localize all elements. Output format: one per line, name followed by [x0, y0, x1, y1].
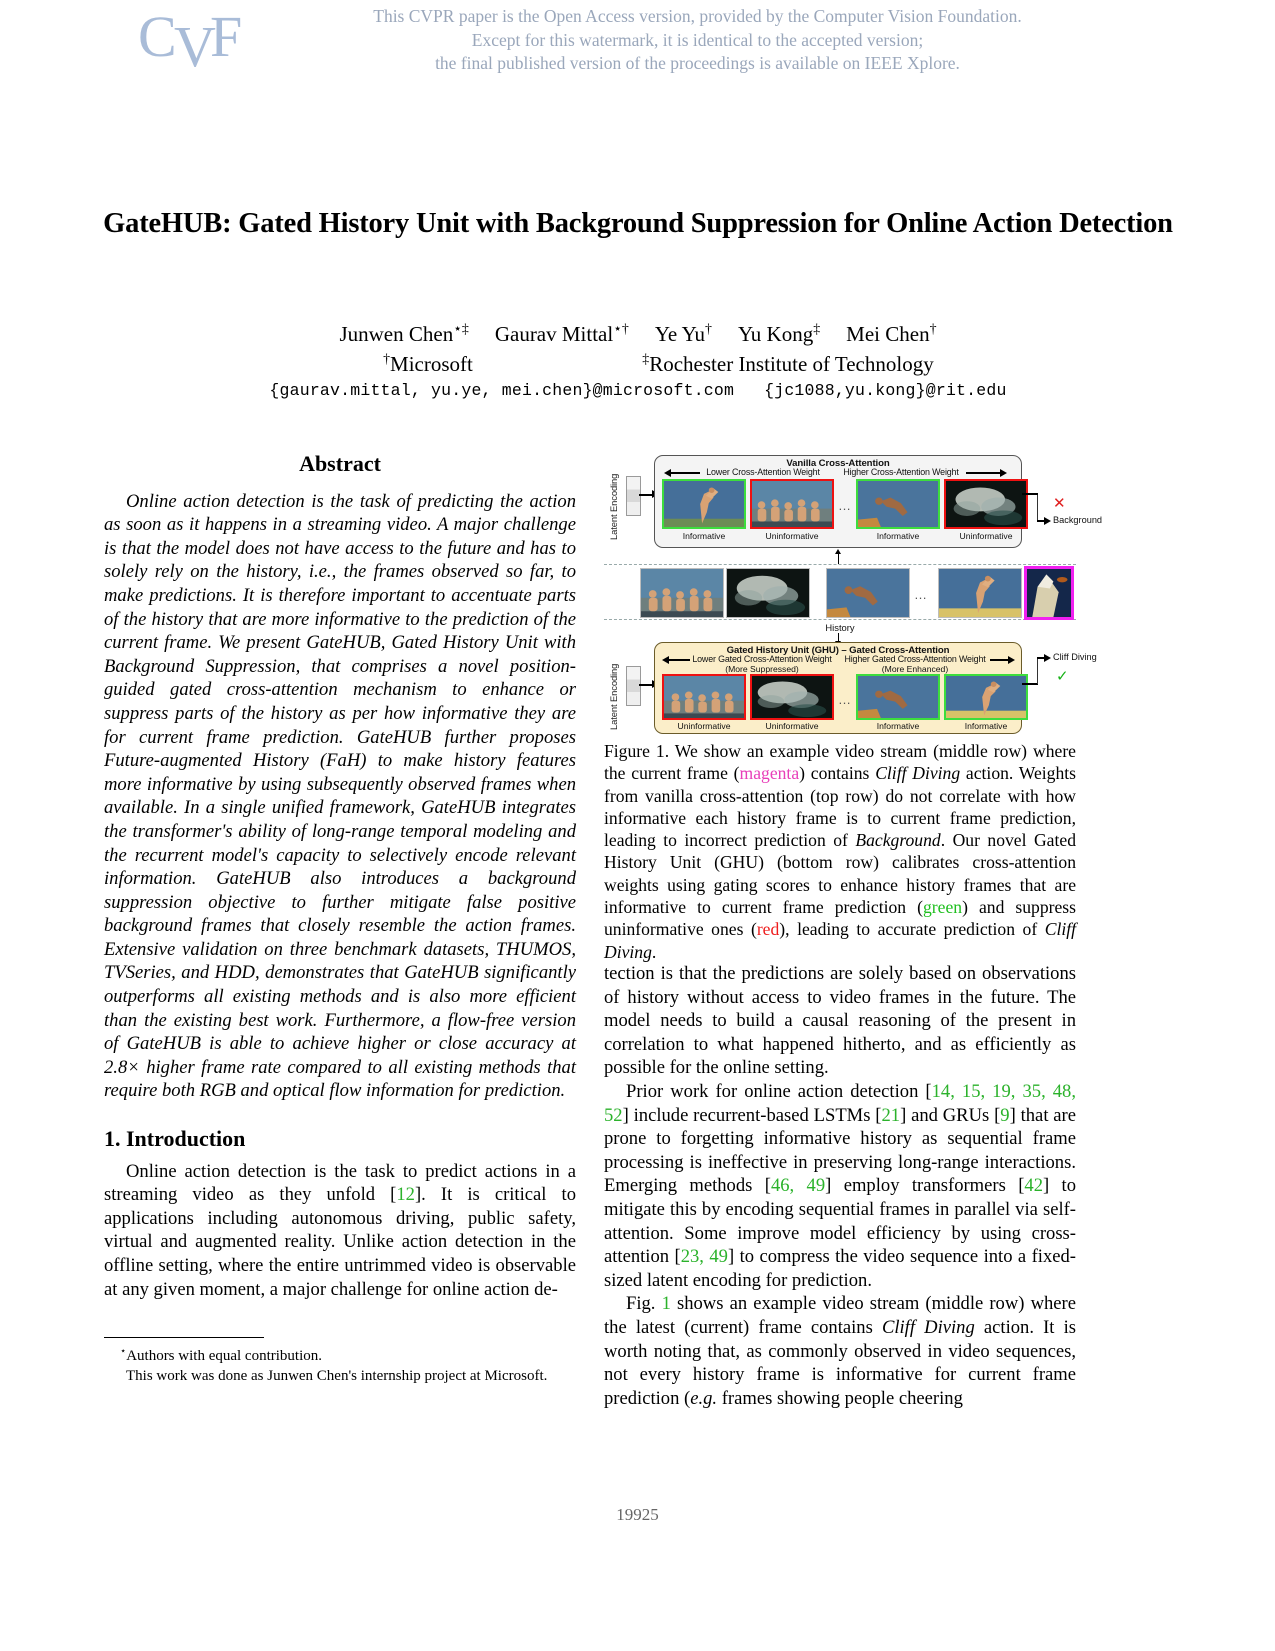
- vanilla-frame-caption-1: Uninformative: [765, 531, 819, 541]
- cvf-watermark-banner: [0, 0, 1275, 92]
- vanilla-frame-0-image: [664, 481, 744, 527]
- history-frame-current: [1024, 566, 1074, 620]
- history-frame-1: [726, 568, 810, 618]
- footnote-line-1: ⋆Authors with equal contribution.: [120, 1346, 322, 1364]
- caption-green-word: green: [922, 897, 963, 918]
- intro-paragraph-1-continued: tection is that the predictions are solely based on observations of history without access to video frames in the future. The model needs to build a causal reasoning of the present in correlation to what happened hitherto, and as efficiently as possible for the online setting.: [604, 963, 1076, 1079]
- watermark-line-2: Except for this watermark, it is identical to the accepted version;: [471, 29, 924, 50]
- history-row-ellipsis: …: [914, 587, 928, 602]
- ghu-latent-encoding-bar: [626, 666, 641, 706]
- watermark-text: [275, 5, 1120, 76]
- history-frame-2-image: [827, 569, 909, 617]
- ghu-higher-weight-label: Higher Gated Cross-Attention Weight: [844, 654, 986, 664]
- author-3: Yu Kong‡: [737, 321, 821, 346]
- vanilla-right-arrow-line: [966, 472, 1002, 474]
- citation-group-1[interactable]: 14, 15, 19, 35, 48, 52: [604, 1080, 1077, 1126]
- author-2: Ye Yu†: [654, 321, 712, 346]
- history-row-caption: History: [825, 622, 855, 633]
- affiliation-list: [103, 350, 1173, 379]
- author-list: [103, 320, 1173, 349]
- svg-text:F: F: [210, 4, 241, 69]
- ghu-frame-caption-2: Informative: [876, 721, 920, 731]
- history-to-vanilla-connector: [838, 553, 839, 564]
- page-number: 19925: [616, 1505, 659, 1524]
- background-arrow-head: [1044, 517, 1051, 525]
- citation-12[interactable]: 12: [396, 1184, 415, 1206]
- vanilla-frame-2-image: [858, 481, 938, 527]
- ghu-left-arrow-line: [668, 659, 690, 661]
- ghu-frame-2-image: [858, 676, 938, 718]
- vanilla-higher-weight-label: Higher Cross-Attention Weight: [843, 467, 959, 477]
- ghu-higher-sub-label: (More Enhanced): [881, 664, 949, 674]
- vanilla-frame-caption-3: Uninformative: [959, 531, 1013, 541]
- cvf-logo-icon: [138, 4, 258, 74]
- vanilla-latent-arrow-line: [639, 494, 653, 496]
- affiliation-rit: ‡Rochester Institute of Technology: [642, 351, 934, 376]
- citation-42[interactable]: 42: [1024, 1175, 1043, 1197]
- history-frame-3-image: [939, 569, 1021, 617]
- history-frame-current-image: [1027, 569, 1071, 617]
- vanilla-frame-caption-0: Informative: [682, 531, 726, 541]
- ghu-right-arrow-head: [1008, 656, 1015, 664]
- introduction-heading: 1. Introduction: [104, 1126, 246, 1152]
- left-column: [104, 452, 576, 1301]
- ghu-lower-sub-label: (More Suppressed): [725, 664, 799, 674]
- caption-red-word: red: [756, 919, 780, 940]
- citation-group-2[interactable]: 46, 49: [770, 1175, 826, 1197]
- figure-1-caption: Figure 1. We show an example video stream (middle row) where the current frame (magenta) contains Cliff Diving action. Weights from vanilla cross-attention (top row) do not correlate with how informative each history frame is to current frame prediction, leading to incorrect prediction of Background. Our novel Gated History Unit (GHU) (bottom row) calibrates cross-attention weights using gating scores to enhance history frames that are informative to current frame prediction (green) and suppress uninformative ones (red), leading to accurate prediction of Cliff Diving.: [604, 741, 1076, 962]
- vanilla-frame-0-informative: [662, 479, 746, 529]
- history-frame-2: [826, 568, 910, 618]
- cliff-arrow-line: [1022, 683, 1038, 685]
- footnote-block: [104, 1346, 576, 1386]
- footnote-divider: [104, 1337, 264, 1338]
- vanilla-to-background-connector: [1022, 494, 1038, 520]
- author-4: Mei Chen†: [846, 321, 937, 346]
- ghu-frame-3-image: [946, 676, 1026, 718]
- ghu-lower-weight-label: Lower Gated Cross-Attention Weight: [692, 654, 832, 664]
- ghu-frame-caption-1: Uninformative: [765, 721, 819, 731]
- intro-paragraph-2: Prior work for online action detection [14, 15, 19, 35, 48, 52] include recurrent-based LSTMs [21] and GRUs [9] that are prone to forgetting informative history as sequential frame processing is ineffective in preserving long-range interactions. Emerging methods [46, 49] employ transformers [42] to mitigate this by encoding sequential frames in parallel via self-attention. Some improve model efficiency by using cross-attention [23, 49] to compress the video sequence into a fixed-sized latent encoding for prediction.: [604, 1080, 1077, 1291]
- vanilla-row-ellipsis: …: [838, 498, 852, 513]
- vanilla-frame-caption-2: Informative: [876, 531, 920, 541]
- watermark-line-3: the final published version of the proceedings is available on IEEE Xplore.: [435, 53, 960, 73]
- watermark-line-1: This CVPR paper is the Open Access version, provided by the Computer Vision Foundation.: [373, 6, 1022, 26]
- abstract-heading: Abstract: [299, 451, 381, 476]
- output-cliff-diving-label: Cliff Diving: [1053, 652, 1097, 662]
- ghu-frame-3-informative: [944, 674, 1028, 720]
- ghu-latent-arrow-line: [639, 684, 653, 686]
- vanilla-latent-encoding-label: Latent Encoding: [608, 473, 619, 540]
- history-frame-0: [640, 568, 724, 618]
- abstract-body: Online action detection is the task of predicting the action as soon as it happens in a streaming video. A major challenge is that the model does not have access to the future and has to solely rely on the history, i.e., the frames observed so far, to make predictions. It is therefore important to accentuate parts of the history that are more informative to the prediction of the current frame. We present GateHUB, Gated History Unit with Background Suppression, that comprises a novel position-guided gated cross-attention mechanism to enhance or suppress parts of the history as per how informative they are for current frame prediction. GateHUB further proposes Future-augmented History (FaH) to make history features more informative by using subsequently observed frames when available. In a single unified framework, GateHUB integrates the transformer's ability of long-range temporal modeling and the recurrent model's capacity to selectively encode relevant information. GateHUB also introduces a background suppression objective to further mitigate false positive background frames that closely resemble the action frames. Extensive validation on three benchmark datasets, THUMOS, TVSeries, and HDD, demonstrates that GateHUB significantly outperforms all existing methods and is also more efficient than the existing best work. Furthermore, a flow-free version of GateHUB is able to achieve higher or close accuracy at 2.8× higher frame rate compared to all existing methods that require both RGB and optical flow information for prediction.: [104, 490, 576, 1102]
- svg-text:C: C: [138, 4, 175, 69]
- vanilla-frame-2-informative: [856, 479, 940, 529]
- citation-9[interactable]: 9: [1000, 1104, 1010, 1126]
- affiliation-microsoft: †Microsoft: [383, 351, 473, 376]
- svg-text:V: V: [174, 14, 214, 76]
- vanilla-latent-encoding-bar: [626, 476, 641, 516]
- ghu-frame-0-image: [664, 676, 744, 718]
- ghu-right-arrow-line: [990, 659, 1010, 661]
- vanilla-lower-weight-label: Lower Cross-Attention Weight: [706, 467, 820, 477]
- figure-reference-1[interactable]: 1: [661, 1293, 671, 1315]
- cliff-arrow-head: [1044, 654, 1051, 662]
- ghu-frame-caption-0: Uninformative: [677, 721, 731, 731]
- citation-group-3[interactable]: 23, 49: [680, 1246, 728, 1268]
- caption-magenta-word: magenta: [739, 763, 800, 784]
- history-frame-3: [938, 568, 1022, 618]
- page-title: GateHUB: Gated History Unit with Background Suppression for Online Action Detection: [103, 208, 1173, 239]
- cvf-logo-svg: [138, 4, 256, 76]
- intro-paragraph-3: Fig. 1 shows an example video stream (middle row) where the latest (current) frame contains Cliff Diving action. It is worth noting that, as commonly observed in video sequences, not every history frame is informative for current frame prediction (e.g. frames showing people cheering: [604, 1293, 1076, 1409]
- ghu-frame-caption-3: Informative: [964, 721, 1008, 731]
- vanilla-frame-3-uninformative: [944, 479, 1028, 529]
- cliff-diving-check-icon: ✓: [1056, 668, 1069, 685]
- vanilla-left-arrow-line: [670, 472, 700, 474]
- background-cross-icon: ✕: [1053, 495, 1066, 512]
- email-microsoft: {gaurav.mittal, yu.ye, mei.chen}@microsoft.com: [269, 381, 735, 400]
- ghu-frame-0-uninformative: [662, 674, 746, 720]
- ghu-frame-1-image: [752, 676, 832, 718]
- history-frame-1-image: [727, 569, 809, 617]
- vanilla-frame-1-uninformative: [750, 479, 834, 529]
- email-rit: {jc1088,yu.kong}@rit.edu: [764, 381, 1007, 400]
- history-frames-strip: [604, 564, 1076, 620]
- history-to-vanilla-arrowhead: [835, 549, 841, 554]
- vanilla-panel-title: Vanilla Cross-Attention: [786, 458, 890, 469]
- ghu-frame-1-uninformative: [750, 674, 834, 720]
- right-column: [604, 962, 1076, 1410]
- email-list: [103, 381, 1173, 400]
- ghu-panel-title: Gated History Unit (GHU) – Gated Cross-Attention: [726, 645, 950, 656]
- output-background-label: Background: [1053, 515, 1103, 525]
- vanilla-frame-1-image: [752, 481, 832, 527]
- ghu-frame-2-informative: [856, 674, 940, 720]
- history-frame-0-image: [641, 569, 723, 617]
- vanilla-right-arrow-head: [1000, 469, 1007, 477]
- vanilla-frame-3-image: [946, 481, 1026, 527]
- citation-21[interactable]: 21: [881, 1104, 901, 1126]
- figure-caption-label: Figure 1.: [604, 741, 670, 761]
- ghu-latent-encoding-label: Latent Encoding: [608, 663, 619, 730]
- ghu-row-ellipsis: …: [838, 692, 852, 707]
- author-1: Gaurav Mittal⋆†: [494, 321, 629, 346]
- author-0: Junwen Chen⋆‡: [339, 321, 469, 346]
- footnote-line-2: This work was done as Junwen Chen's internship project at Microsoft.: [126, 1368, 548, 1384]
- figure-1-diagram: [604, 452, 1103, 734]
- intro-paragraph-1: Online action detection is the task to predict actions in a streaming video as they unfold [12]. It is critical to applications including autonomous driving, public safety, virtual and augmented reality. Unlike action detection in the offline setting, where the entire untrimmed video is observable at any given moment, a major challenge for online action de-: [104, 1160, 576, 1300]
- background-arrow-line: [1022, 493, 1038, 495]
